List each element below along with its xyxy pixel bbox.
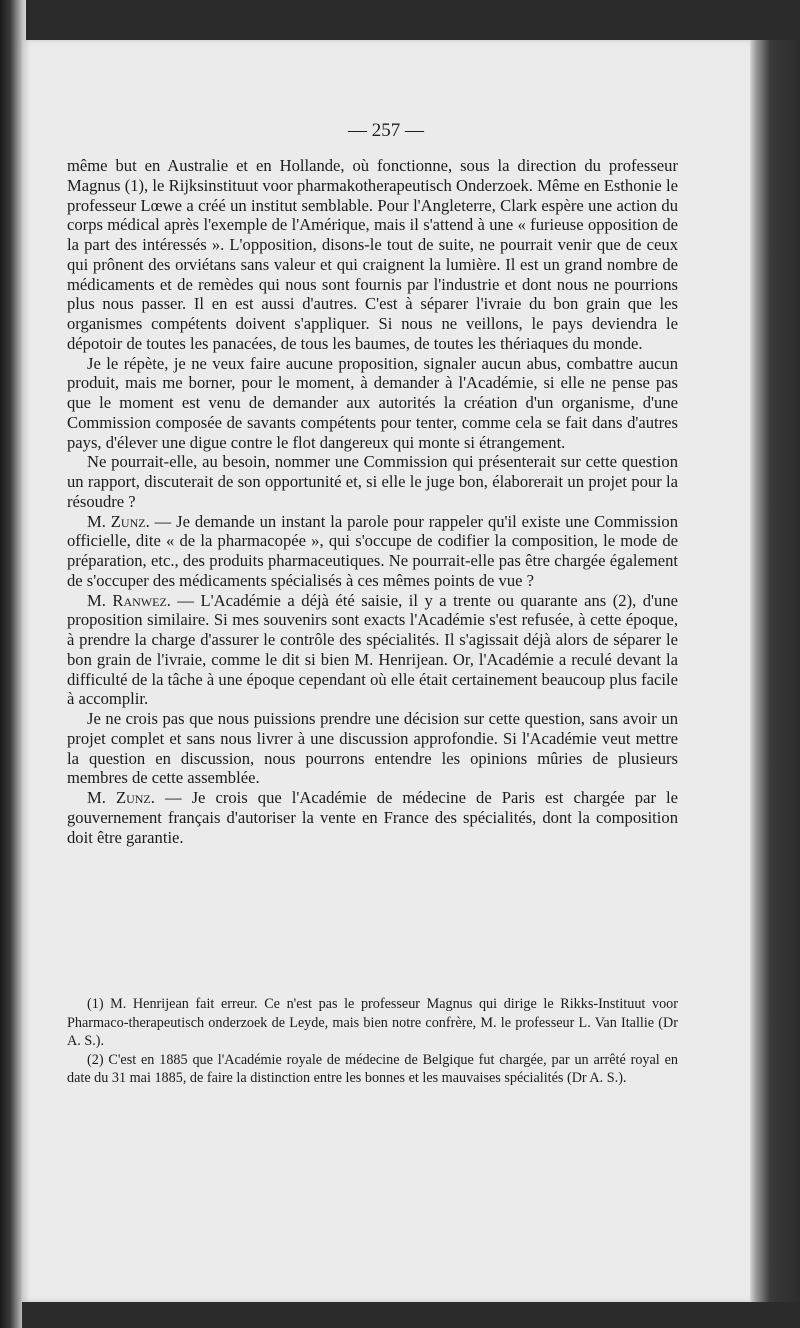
page-edge-shadow bbox=[750, 40, 800, 1302]
speech-paragraph bbox=[67, 512, 678, 591]
speech-paragraph bbox=[67, 788, 678, 847]
paragraph: Ne pourrait-elle, au besoin, nommer une Commission qui présenterait sur cette question un rapport, discuterait de son opportunité et, si elle le juge bon, élaborerait un projet pour la résoudre ? bbox=[67, 452, 678, 511]
speaker-name: M. Zunz. bbox=[87, 788, 155, 807]
speech-text: — L'Académie a déjà été saisie, il y a trente ou quarante ans (2), d'une proposition similaire. Si mes souvenirs sont exacts l'Académie s'est refusée, à cette époque, à prendre la charge d'assurer le contrôle des spécialités. Il s'agissait déjà alors de séparer le bon grain de l'ivraie, comme le dit si bien M. Henrijean. Or, l'Académie a reculé devant la difficulté de la tâche à une époque cependant où elle était certainement beaucoup plus facile à accomplir. bbox=[67, 590, 678, 709]
speech-text: — Je crois que l'Académie de médecine de Paris est chargée par le gouvernement français d'autoriser la vente en France des spécialités, dont la composition doit être garantie. bbox=[67, 788, 678, 847]
footnotes bbox=[67, 995, 678, 1088]
speech-paragraph bbox=[67, 591, 678, 710]
page-number: — 257 — bbox=[348, 120, 424, 141]
speaker-name: M. Zunz. bbox=[87, 511, 150, 531]
main-text bbox=[67, 156, 678, 847]
footnote: (1) M. Henrijean fait erreur. Ce n'est pas le professeur Magnus qui dirige le Rikks-Instituut voor Pharmaco-therapeutisch onderzoek de Leyde, mais bien notre confrère, M. le professeur L. Van Itallie (Dr A. S.). bbox=[67, 996, 678, 1050]
footnote: (2) C'est en 1885 que l'Académie royale de médecine de Belgique fut chargée, par un arrêté royal en date du 31 mai 1885, de faire la distinction entre les bonnes et les mauvaises spécialités (Dr A. S.). bbox=[67, 1051, 678, 1087]
paragraph: Je ne crois pas que nous puissions prendre une décision sur cette question, sans avoir un projet complet et sans nous livrer à une discussion approfondie. Si l'Académie veut mettre la question en discussion, nous pourrons entendre les opinions mûries de plusieurs membres de cette assemblée. bbox=[67, 709, 678, 788]
paragraph: même but en Australie et en Hollande, où fonctionne, sous la direction du professeur Magnus (1), le Rijksinstituut voor pharmakotherapeutisch Onderzoek. Même en Esthonie le professeur Lœwe a créé un institut semblable. Pour l'Angleterre, Clark espère une action du corps médical après l'exemple de l'Amérique, mais il s'attend à une « furieuse opposition de la part des intéressés ». L'opposition, disons-le tout de suite, ne pourrait venir que de ceux qui prônent des orviétans sans valeur et qui craignent la lumière. Il est un grand nombre de médicaments et de remèdes qui nous sont fournis par l'industrie et dont nous ne pourrions plus nous passer. Il en est aussi d'autres. C'est à séparer l'ivraie du bon grain que les organismes compétents doivent s'appliquer. Si nous ne veillons, le pays deviendra le dépotoir de toutes les panacées, de tous les baumes, de toutes les thériaques du monde. bbox=[67, 156, 678, 353]
book-page bbox=[22, 40, 750, 1302]
paragraph: Je le répète, je ne veux faire aucune proposition, signaler aucun abus, combattre aucun produit, mais me borner, pour le moment, à demander à l'Académie, si elle ne pense pas que le moment est venu de demander aux autorités la création d'un organisme, d'une Commission composée de savants compétents pour tenter, comme cela se fait dans d'autres pays, d'élever une digue contre le flot dangereux qui monte si étrangement. bbox=[67, 353, 678, 452]
scan-background bbox=[22, 1302, 800, 1328]
speaker-name: M. Ranwez. bbox=[87, 590, 171, 610]
speech-text: — Je demande un instant la parole pour rappeler qu'il existe une Commission officielle, dite « de la pharmacopée », qui s'occupe de codifier la composition, le mode de préparation, etc., des produits pharmaceutiques. Ne pourrait-elle pas être chargée également de s'occuper des médicaments spécialisés à ces mêmes points de vue ? bbox=[67, 511, 679, 590]
